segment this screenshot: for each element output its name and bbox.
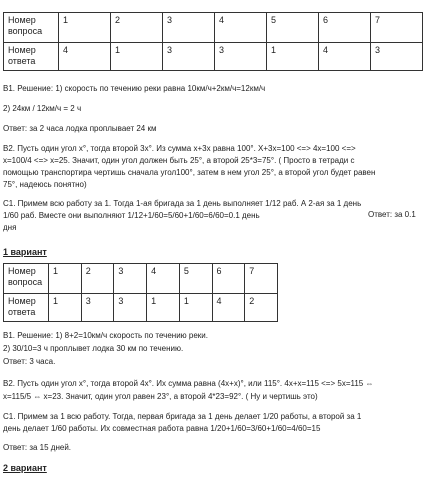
solution2-b2-line1: B2. Пусть один угол х°, тогда второй 4х°. Их сумма равна (4х+х)°, или 115°. 4х+х=115 <=> 5х=115 ⇔ bbox=[3, 379, 374, 388]
table-row bbox=[4, 13, 423, 43]
table-cell: 6 bbox=[319, 13, 371, 43]
solution2-b1-step2: 2) 30/10=3 ч проплывет лодка 30 км по течению. bbox=[3, 344, 184, 353]
table-cell: 1 bbox=[147, 294, 180, 322]
table-cell: 1 bbox=[267, 43, 319, 71]
table-cell: 7 bbox=[245, 264, 278, 294]
answers-table-2 bbox=[3, 263, 278, 322]
table-cell: 4 bbox=[215, 13, 267, 43]
solution1-c1-line2: 1/60 раб. Вместе они выполняют 1/12+1/60=5/60+1/60=6/60=0.1 день bbox=[3, 211, 260, 220]
table-cell: 2 bbox=[245, 294, 278, 322]
table-cell: 5 bbox=[179, 264, 212, 294]
table-cell: 4 bbox=[212, 294, 245, 322]
table-cell: 3 bbox=[371, 43, 423, 71]
table-cell: 3 bbox=[114, 264, 147, 294]
table-cell: 5 bbox=[267, 13, 319, 43]
table-row bbox=[4, 294, 278, 322]
solution2-b2-line2: х=115/5 ⇔ х=23. Значит, один угол равен 23°, а второй 4*23=92°. ( Ну и чертишь это) bbox=[3, 392, 318, 401]
solution2-c1-answer: Ответ: за 15 дней. bbox=[3, 443, 72, 452]
table-cell: 2 bbox=[81, 264, 114, 294]
table-cell: 3 bbox=[114, 294, 147, 322]
solution1-c1-answer: Ответ: за 0.1 bbox=[368, 210, 416, 219]
answers-table-1 bbox=[3, 12, 423, 71]
variant2-heading: 2 вариант bbox=[3, 463, 47, 473]
table-cell: 3 bbox=[215, 43, 267, 71]
solution1-b1-step2: 2) 24км / 12км/ч = 2 ч bbox=[3, 104, 82, 113]
table-cell: 1 bbox=[59, 13, 111, 43]
table-cell: Номер ответа bbox=[4, 294, 49, 322]
table-cell: 3 bbox=[81, 294, 114, 322]
solution1-b2-line1: B2. Пусть один угол х°, тогда второй 3х°. Из сумма х+3х равна 100°. Х+3х=100 <=> 4х=100 <=> bbox=[3, 144, 356, 153]
table-cell: 2 bbox=[111, 13, 163, 43]
solution2-b1-answer: Ответ: 3 часа. bbox=[3, 357, 56, 366]
solution1-b1: B1. Решение: 1) скорость по течению реки равна 10км/ч+2км/ч=12км/ч bbox=[3, 84, 266, 93]
table-cell: 3 bbox=[163, 13, 215, 43]
table-row bbox=[4, 43, 423, 71]
table-cell: Номер вопроса bbox=[4, 264, 49, 294]
solution1-c1-answer-cont: дня bbox=[3, 223, 17, 232]
variant1-heading: 1 вариант bbox=[3, 247, 47, 257]
table-cell: Номер вопроса bbox=[4, 13, 59, 43]
table-cell: 7 bbox=[371, 13, 423, 43]
table-cell: 1 bbox=[111, 43, 163, 71]
table-cell: 1 bbox=[49, 264, 82, 294]
solution1-b2-line2: х=100/4 <=> х=25. Значит, один угол должен быть 25°, а второй 25*3=75°. ( Просто в тетради с bbox=[3, 156, 355, 165]
table-cell: 3 bbox=[163, 43, 215, 71]
table-cell: 4 bbox=[147, 264, 180, 294]
solution1-b1-answer: Ответ: за 2 часа лодка проплывает 24 км bbox=[3, 124, 157, 133]
table-row bbox=[4, 264, 278, 294]
table-cell: 1 bbox=[179, 294, 212, 322]
solution2-c1-line1: C1. Примем за 1 всю работу. Тогда, первая бригада за 1 день делает 1/20 работы, а второй за 1 bbox=[3, 412, 362, 421]
solution1-c1-line1: C1. Примем всю работу за 1. Тогда 1-ая бригада за 1 день выполняет 1/12 раб. А 2-ая за 1 день bbox=[3, 199, 362, 208]
solution1-b2-line3: помощью транспортира чертишь сначала угол100°, затем в нем угол 25°, а второй угол будет равен bbox=[3, 168, 376, 177]
table-cell: 4 bbox=[319, 43, 371, 71]
solution1-b2-line4: 75°, надеюсь понятно) bbox=[3, 180, 87, 189]
table-cell: 4 bbox=[59, 43, 111, 71]
table-cell: 1 bbox=[49, 294, 82, 322]
solution2-c1-line2: день делает 1/60 работы. Их совместная работа равна 1/20+1/60=3/60+1/60=4/60=15 bbox=[3, 424, 321, 433]
solution2-b1: B1. Решение: 1) 8+2=10км/ч скорость по течению реки. bbox=[3, 331, 208, 340]
table-cell: Номер ответа bbox=[4, 43, 59, 71]
table-cell: 6 bbox=[212, 264, 245, 294]
